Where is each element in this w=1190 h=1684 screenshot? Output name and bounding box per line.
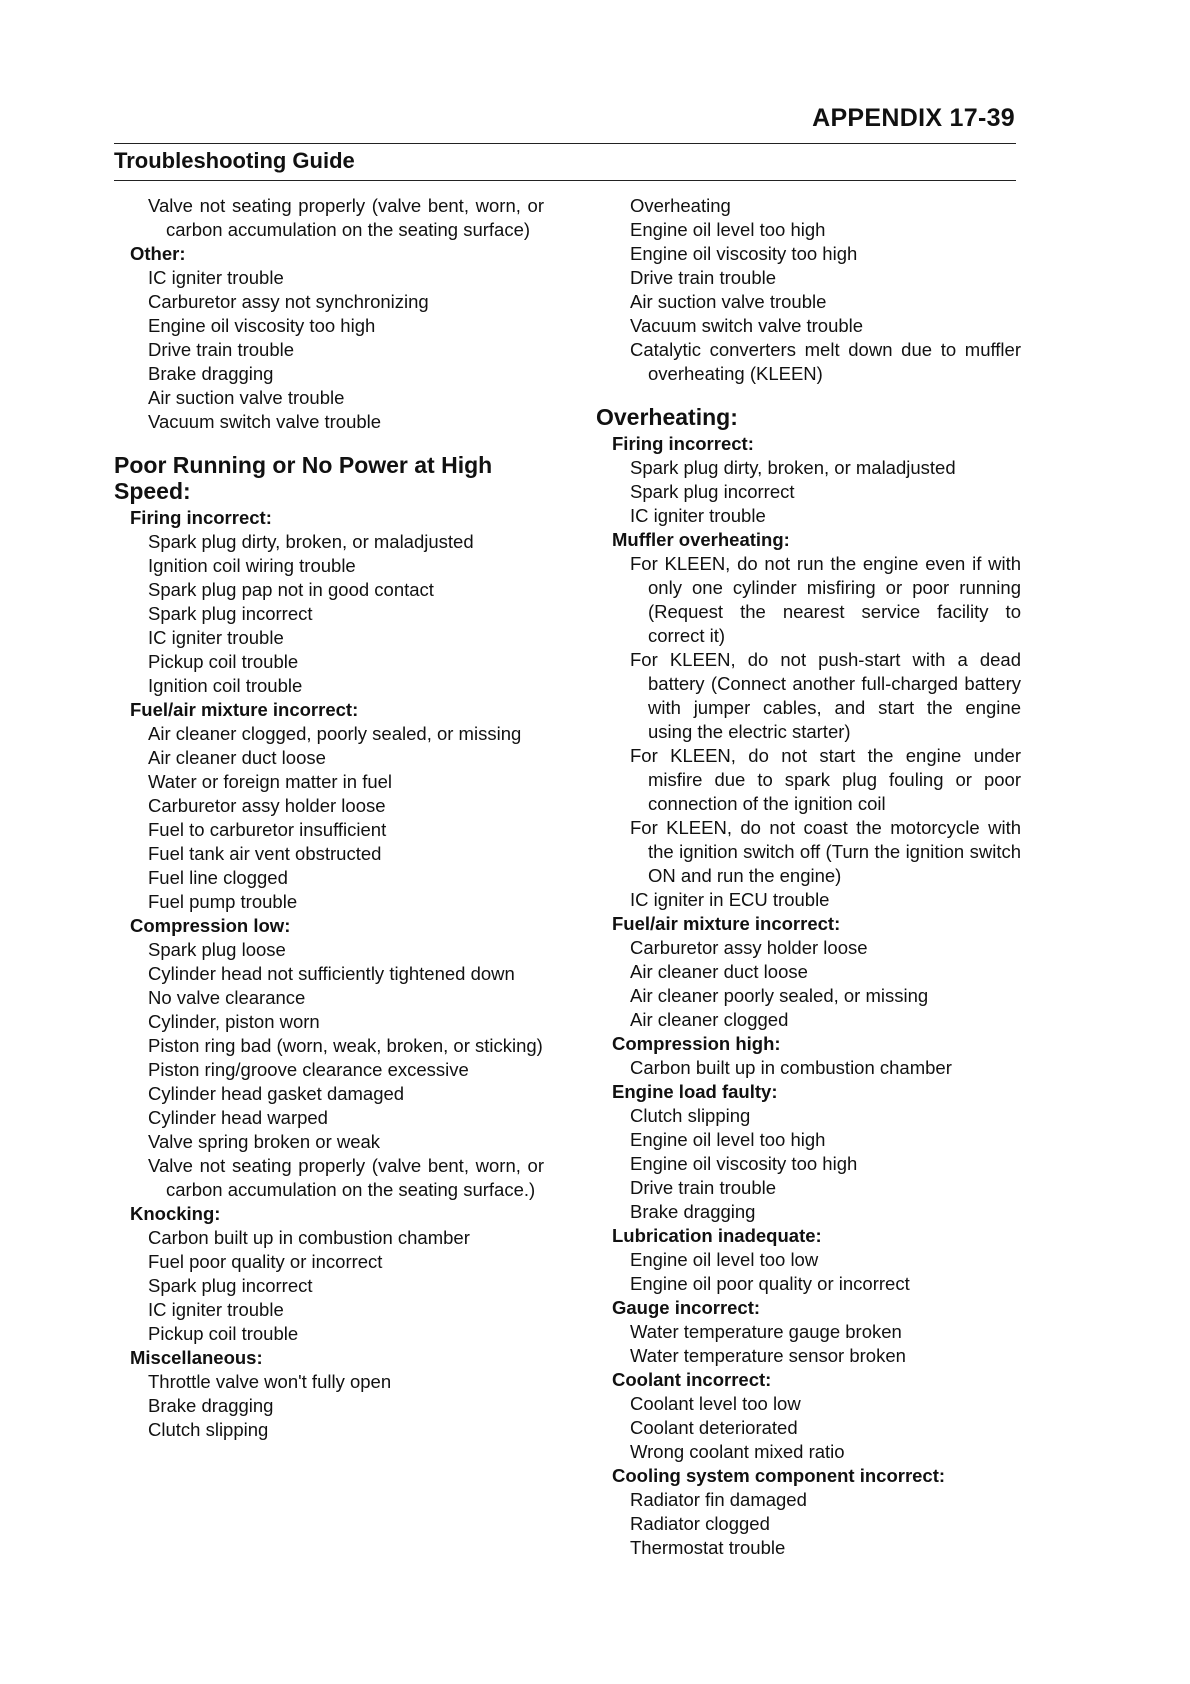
list-item: Engine oil level too high [630, 1129, 826, 1150]
list-item: IC igniter trouble [148, 627, 284, 648]
list-item: Engine oil level too low [630, 1249, 819, 1270]
list-item: Brake dragging [630, 1201, 756, 1222]
list-item: Wrong coolant mixed ratio [630, 1441, 845, 1462]
section-title: Troubleshooting Guide [114, 148, 355, 173]
list-item: Water temperature sensor broken [630, 1345, 906, 1366]
category-label: Fuel/air mixture incorrect: [130, 699, 359, 720]
list-item: Vacuum switch valve trouble [148, 411, 382, 432]
list-item: Pickup coil trouble [148, 651, 299, 672]
left-column [114, 194, 544, 1442]
header-rule-bottom [114, 180, 1016, 181]
list-item: Spark plug loose [148, 939, 286, 960]
list-item: Cylinder head warped [148, 1107, 328, 1128]
list-item: Cylinder head gasket damaged [148, 1083, 405, 1104]
list-item: Pickup coil trouble [148, 1323, 299, 1344]
list-item: Overheating [630, 195, 731, 216]
list-item: Drive train trouble [148, 339, 295, 360]
list-item: IC igniter trouble [148, 267, 284, 288]
category-label: Fuel/air mixture incorrect: [612, 913, 841, 934]
section-heading: Overheating: [596, 404, 738, 430]
list-item: Air suction valve trouble [148, 387, 345, 408]
list-item: Air suction valve trouble [630, 291, 827, 312]
category-label: Muffler overheating: [612, 529, 790, 550]
list-item: Carbon built up in combustion chamber [630, 1057, 952, 1078]
list-item: IC igniter trouble [630, 505, 766, 526]
list-item: Throttle valve won't fully open [148, 1371, 392, 1392]
list-item: Air cleaner duct loose [630, 961, 808, 982]
list-item: Air cleaner clogged [630, 1009, 789, 1030]
list-item: Cylinder, piston worn [148, 1011, 320, 1032]
category-label: Firing incorrect: [130, 507, 272, 528]
list-item: Air cleaner clogged, poorly sealed, or missing [148, 723, 522, 744]
list-item: Engine oil viscosity too high [630, 1153, 858, 1174]
right-column [596, 194, 1021, 1560]
list-item: Spark plug pap not in good contact [148, 579, 434, 600]
list-item: Catalytic converters melt down due to muffler overheating (KLEEN) [630, 339, 1021, 384]
category-label: Other: [130, 243, 186, 264]
section-heading: Poor Running or No Power at High Speed: [114, 452, 493, 504]
category-label: Coolant incorrect: [612, 1369, 772, 1390]
category-label: Lubrication inadequate: [612, 1225, 822, 1246]
list-item: Coolant level too low [630, 1393, 801, 1414]
list-item: Spark plug incorrect [148, 1275, 313, 1296]
list-item: Air cleaner duct loose [148, 747, 326, 768]
list-item: Water temperature gauge broken [630, 1321, 902, 1342]
list-item: Spark plug incorrect [148, 603, 313, 624]
list-item: Fuel tank air vent obstructed [148, 843, 382, 864]
list-item: IC igniter trouble [148, 1299, 284, 1320]
category-label: Compression high: [612, 1033, 781, 1054]
list-item: For KLEEN, do not coast the motorcycle with the ignition switch off (Turn the ignition switch ON and run the engine) [630, 817, 1021, 886]
list-item: Coolant deteriorated [630, 1417, 798, 1438]
list-item: Radiator clogged [630, 1513, 770, 1534]
list-item: Brake dragging [148, 363, 274, 384]
list-item: Cylinder head not sufficiently tightened down [148, 963, 515, 984]
list-item: Spark plug dirty, broken, or maladjusted [630, 457, 956, 478]
appendix-page-number: APPENDIX 17-39 [812, 104, 1015, 132]
list-item: Ignition coil trouble [148, 675, 303, 696]
list-item: Fuel poor quality or incorrect [148, 1251, 383, 1272]
list-item: Drive train trouble [630, 1177, 777, 1198]
list-item: Carbon built up in combustion chamber [148, 1227, 470, 1248]
list-item: For KLEEN, do not push-start with a dead battery (Connect another full-charged battery with jumper cables, and start the engine using the electric starter) [630, 649, 1021, 742]
list-item: Water or foreign matter in fuel [148, 771, 393, 792]
list-item: Spark plug dirty, broken, or maladjusted [148, 531, 474, 552]
list-item: Fuel line clogged [148, 867, 288, 888]
category-label: Knocking: [130, 1203, 221, 1224]
list-item: Ignition coil wiring trouble [148, 555, 356, 576]
list-item: Drive train trouble [630, 267, 777, 288]
list-item: Engine oil level too high [630, 219, 826, 240]
list-item: Piston ring bad (worn, weak, broken, or sticking) [148, 1035, 543, 1056]
list-item: Thermostat trouble [630, 1537, 786, 1558]
category-label: Miscellaneous: [130, 1347, 263, 1368]
list-item: Engine oil viscosity too high [148, 315, 376, 336]
category-label: Gauge incorrect: [612, 1297, 761, 1318]
list-item: Vacuum switch valve trouble [630, 315, 864, 336]
list-item: Clutch slipping [630, 1105, 751, 1126]
list-item: Clutch slipping [148, 1419, 269, 1440]
list-item: Piston ring/groove clearance excessive [148, 1059, 469, 1080]
list-item: Engine oil viscosity too high [630, 243, 858, 264]
list-item: Fuel to carburetor insufficient [148, 819, 387, 840]
list-item: Engine oil poor quality or incorrect [630, 1273, 910, 1294]
list-item: Fuel pump trouble [148, 891, 298, 912]
list-item: Air cleaner poorly sealed, or missing [630, 985, 929, 1006]
list-item: Spark plug incorrect [630, 481, 795, 502]
list-item: IC igniter in ECU trouble [630, 889, 830, 910]
list-item: No valve clearance [148, 987, 306, 1008]
category-label: Firing incorrect: [612, 433, 754, 454]
header-rule-top [114, 143, 1016, 144]
list-item: Brake dragging [148, 1395, 274, 1416]
list-item: Carburetor assy not synchronizing [148, 291, 429, 312]
list-item: Valve spring broken or weak [148, 1131, 381, 1152]
list-item: Carburetor assy holder loose [148, 795, 386, 816]
list-item: For KLEEN, do not run the engine even if with only one cylinder misfiring or poor running (Request the nearest service facility to correct it) [630, 553, 1021, 646]
list-item: For KLEEN, do not start the engine under misfire due to spark plug fouling or poor connection of the ignition coil [630, 745, 1021, 814]
list-item: Radiator fin damaged [630, 1489, 807, 1510]
list-item: Valve not seating properly (valve bent, worn, or carbon accumulation on the seating surface) [148, 195, 544, 240]
category-label: Cooling system component incorrect: [612, 1465, 946, 1486]
category-label: Compression low: [130, 915, 291, 936]
list-item: Carburetor assy holder loose [630, 937, 868, 958]
category-label: Engine load faulty: [612, 1081, 778, 1102]
list-item: Valve not seating properly (valve bent, worn, or carbon accumulation on the seating surface.) [148, 1155, 544, 1200]
